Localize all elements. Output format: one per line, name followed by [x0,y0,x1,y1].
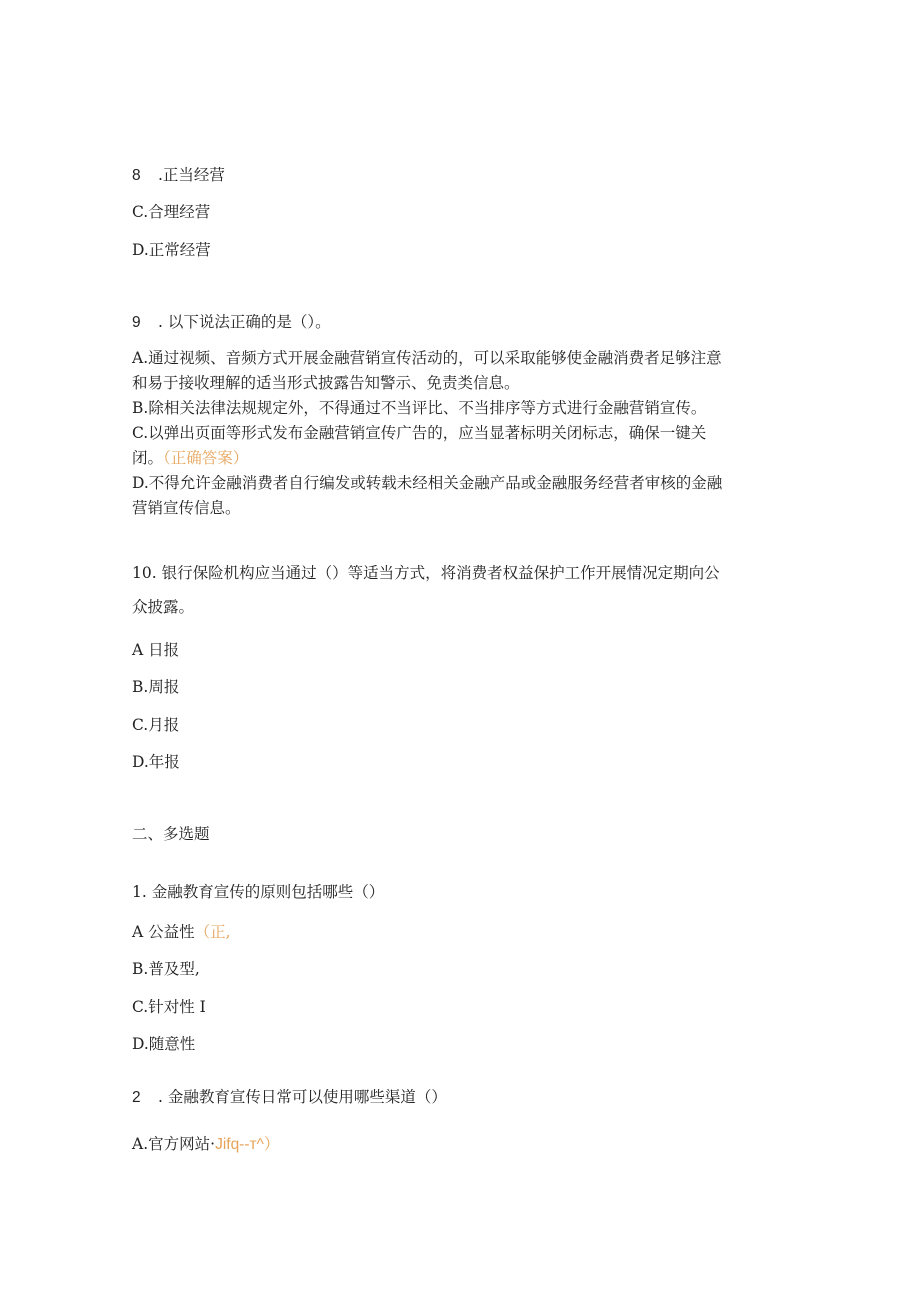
q9-option-c-text: 闭。 [132,449,164,467]
q10-option-a: A 日报 [132,641,180,659]
q10-stem-line2: 众披露。 [132,598,195,616]
mq1-option-a [132,920,792,944]
q9-number: 9 [132,314,141,331]
q9-option-a-line1: A.通过视频、音频方式开展金融营销宣传活动的，可以采取能够使金融消费者足够注意 [132,349,722,367]
q8-option-c: C.合理经营 [132,203,211,221]
q9-option-d-line1: D.不得允许金融消费者自行编发或转载未经相关金融产品或金融服务经营者审核的金融 [132,474,723,492]
q9-option-c-line2 [132,446,792,470]
q9-stem-text: . 以下说法正确的是（）。 [158,313,331,331]
mq1-option-a-text: A 公益性 [132,923,195,941]
q8-option-b [132,163,792,188]
q9-option-a-line2: 和易于接收理解的适当形式披露告知警示、免责类信息。 [132,374,520,392]
mq1-option-b: B.普及型, [132,960,200,978]
q10-option-c: C.月报 [132,716,180,734]
mq2-option-a-text: A.官方网站· [132,1135,216,1153]
q10-stem-line1: 10. 银行保险机构应当通过（）等适当方式，将消费者权益保护工作开展情况定期向公 [132,564,720,582]
mq2-answer-mark: Jifq--т^） [215,1136,280,1153]
mq2-option-a [132,1132,792,1157]
q9-option-b: B.除相关法律法规规定外，不得通过不当评比、不当排序等方式进行金融营销宣传。 [132,399,707,417]
q9-correct-answer-mark: （正确答案） [163,449,249,467]
q10-option-d: D.年报 [132,753,180,771]
mq2-stem-text: . 金融教育宣传日常可以使用哪些渠道（） [158,1088,447,1106]
mq1-option-d: D.随意性 [132,1035,196,1053]
q10-option-b: B.周报 [132,678,180,696]
q9-stem [132,310,792,335]
q8-number: 8 [132,167,141,184]
mq2-stem [132,1085,792,1110]
q8-option-b-text: .正当经营 [158,166,225,184]
mq1-stem: 1. 金融教育宣传的原则包括哪些（） [132,883,385,901]
q9-option-d-line2: 营销宣传信息。 [132,499,241,517]
mq1-answer-mark: （正, [194,923,231,941]
mq1-option-c: C.针对性 I [132,998,206,1016]
section-title-multiple-choice: 二、多选题 [132,825,210,843]
mq2-number: 2 [132,1089,141,1106]
q9-option-c-line1: C.以弹出页面等形式发布金融营销宣传广告的，应当显著标明关闭标志，确保一键关 [132,424,707,442]
q8-option-d: D.正常经营 [132,241,211,259]
